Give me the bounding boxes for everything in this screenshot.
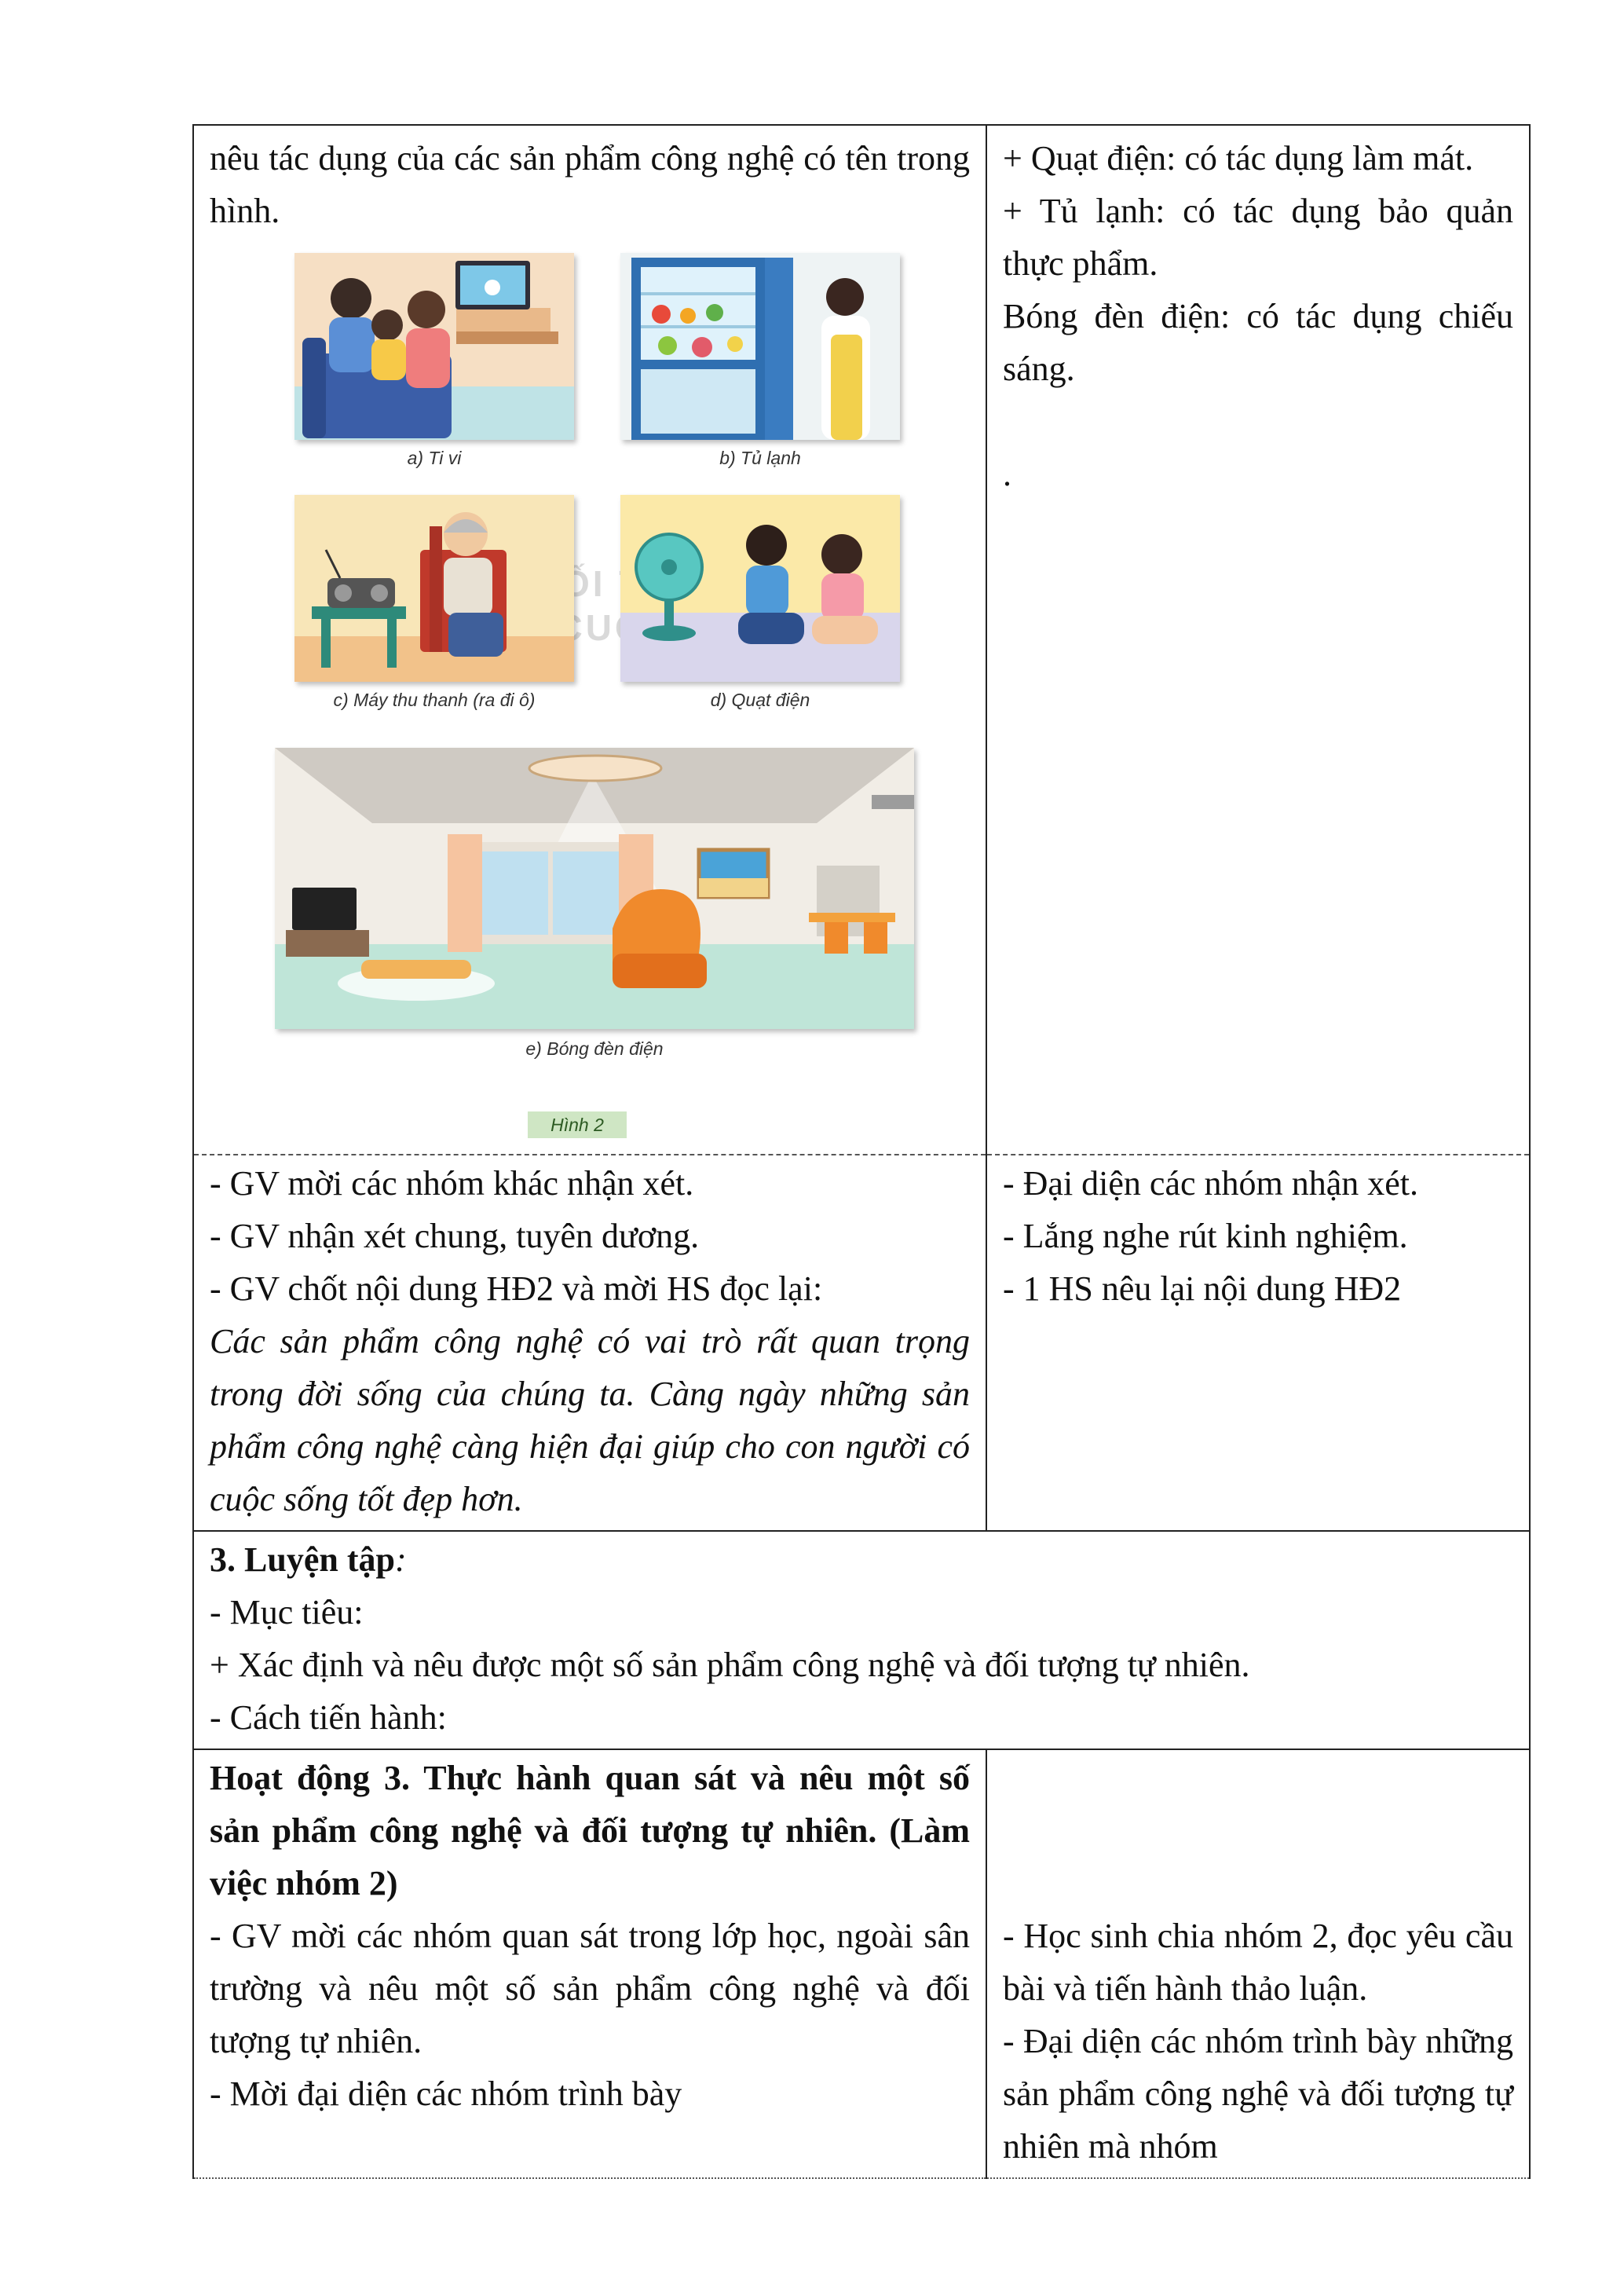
hs-activity-line-1: - Học sinh chia nhóm 2, đọc yêu cầu bài và tiến hành thảo luận. — [1003, 1917, 1513, 2008]
gv-line-1: - GV mời các nhóm khác nhận xét. — [210, 1164, 694, 1203]
student-column-cell — [986, 1749, 1530, 2178]
answer-dot: . — [1003, 455, 1011, 493]
teacher-column-cell — [193, 1749, 986, 2178]
gv-activity-line-1: - GV mời các nhóm quan sát trong lớp học, ngoài sân trường và nêu một số sản phẩm công nghệ và đối tượng tự nhiên. — [210, 1917, 970, 2060]
table-row — [193, 1155, 1530, 1531]
student-column-cell — [986, 1155, 1530, 1531]
caption-c: c) Máy thu thanh (ra đi ô) — [333, 690, 536, 710]
answer-bulb: Bóng đèn điện: có tác dụng chiếu sáng. — [1003, 297, 1513, 388]
objective-label: - Mục tiêu: — [210, 1593, 364, 1631]
fridge-illustration — [620, 253, 900, 440]
figure-hinh-2 — [210, 245, 938, 1144]
caption-a: a) Ti vi — [407, 448, 462, 468]
light-bulb-illustration — [275, 748, 914, 1029]
activity-title: Hoạt động 3. Thực hành quan sát và nêu một số sản phẩm công nghệ và đối tượng tự nhiên. (Làm việc nhóm 2) — [210, 1759, 970, 1902]
answer-fridge: + Tủ lạnh: có tác dụng bảo quản thực phẩm. — [1003, 192, 1513, 283]
caption-b: b) Tủ lạnh — [719, 448, 801, 468]
gv-activity-line-2: - Mời đại diện các nhóm trình bày — [210, 2074, 682, 2113]
figure-label: Hình 2 — [528, 1111, 627, 1138]
watermark-line-2: CUỘC — [556, 607, 675, 648]
objective-item: + Xác định và nêu được một số sản phẩm công nghệ và đối tượng tự nhiên. — [210, 1646, 1250, 1684]
hs-line-1: - Đại diện các nhóm nhận xét. — [1003, 1164, 1419, 1203]
lesson-plan-table — [192, 124, 1531, 2179]
hs-activity-line-2: - Đại diện các nhóm trình bày những sản phẩm công nghệ và đối tượng tự nhiên mà nhóm — [1003, 2022, 1513, 2166]
intro-text: nêu tác dụng của các sản phẩm công nghệ có tên trong hình. — [210, 139, 970, 230]
section-cell — [193, 1531, 1530, 1749]
hs-line-3: - 1 HS nêu lại nội dung HĐ2 — [1003, 1269, 1402, 1308]
table-row — [193, 125, 1530, 1155]
caption-e: e) Bóng đèn điện — [525, 1038, 664, 1059]
lesson-plan-sheet — [192, 124, 1513, 2166]
teacher-column-cell — [193, 125, 986, 1155]
section-heading: 3. Luyện tập — [210, 1540, 395, 1579]
fan-illustration — [620, 495, 900, 682]
section-heading-colon: : — [394, 1540, 407, 1579]
answer-fan: + Quạt điện: có tác dụng làm mát. — [1003, 139, 1474, 178]
gv-line-2: - GV nhận xét chung, tuyên dương. — [210, 1217, 700, 1255]
hs-line-2: - Lắng nghe rút kinh nghiệm. — [1003, 1217, 1408, 1255]
caption-d: d) Quạt điện — [710, 690, 810, 710]
table-row — [193, 1749, 1530, 2178]
table-row — [193, 1531, 1530, 1749]
radio-illustration — [294, 495, 574, 682]
teacher-column-cell — [193, 1155, 986, 1531]
method-label: - Cách tiến hành: — [210, 1698, 447, 1737]
student-column-cell — [986, 125, 1530, 1155]
summary-italic: Các sản phẩm công nghệ có vai trò rất quan trọng trong đời sống của chúng ta. Càng ngày những sản phẩm công nghệ càng hiện đại giúp cho con người có cuộc sống tốt đẹp hơn. — [210, 1322, 970, 1518]
tv-illustration — [294, 253, 574, 440]
gv-line-3: - GV chốt nội dung HĐ2 và mời HS đọc lại: — [210, 1269, 823, 1308]
